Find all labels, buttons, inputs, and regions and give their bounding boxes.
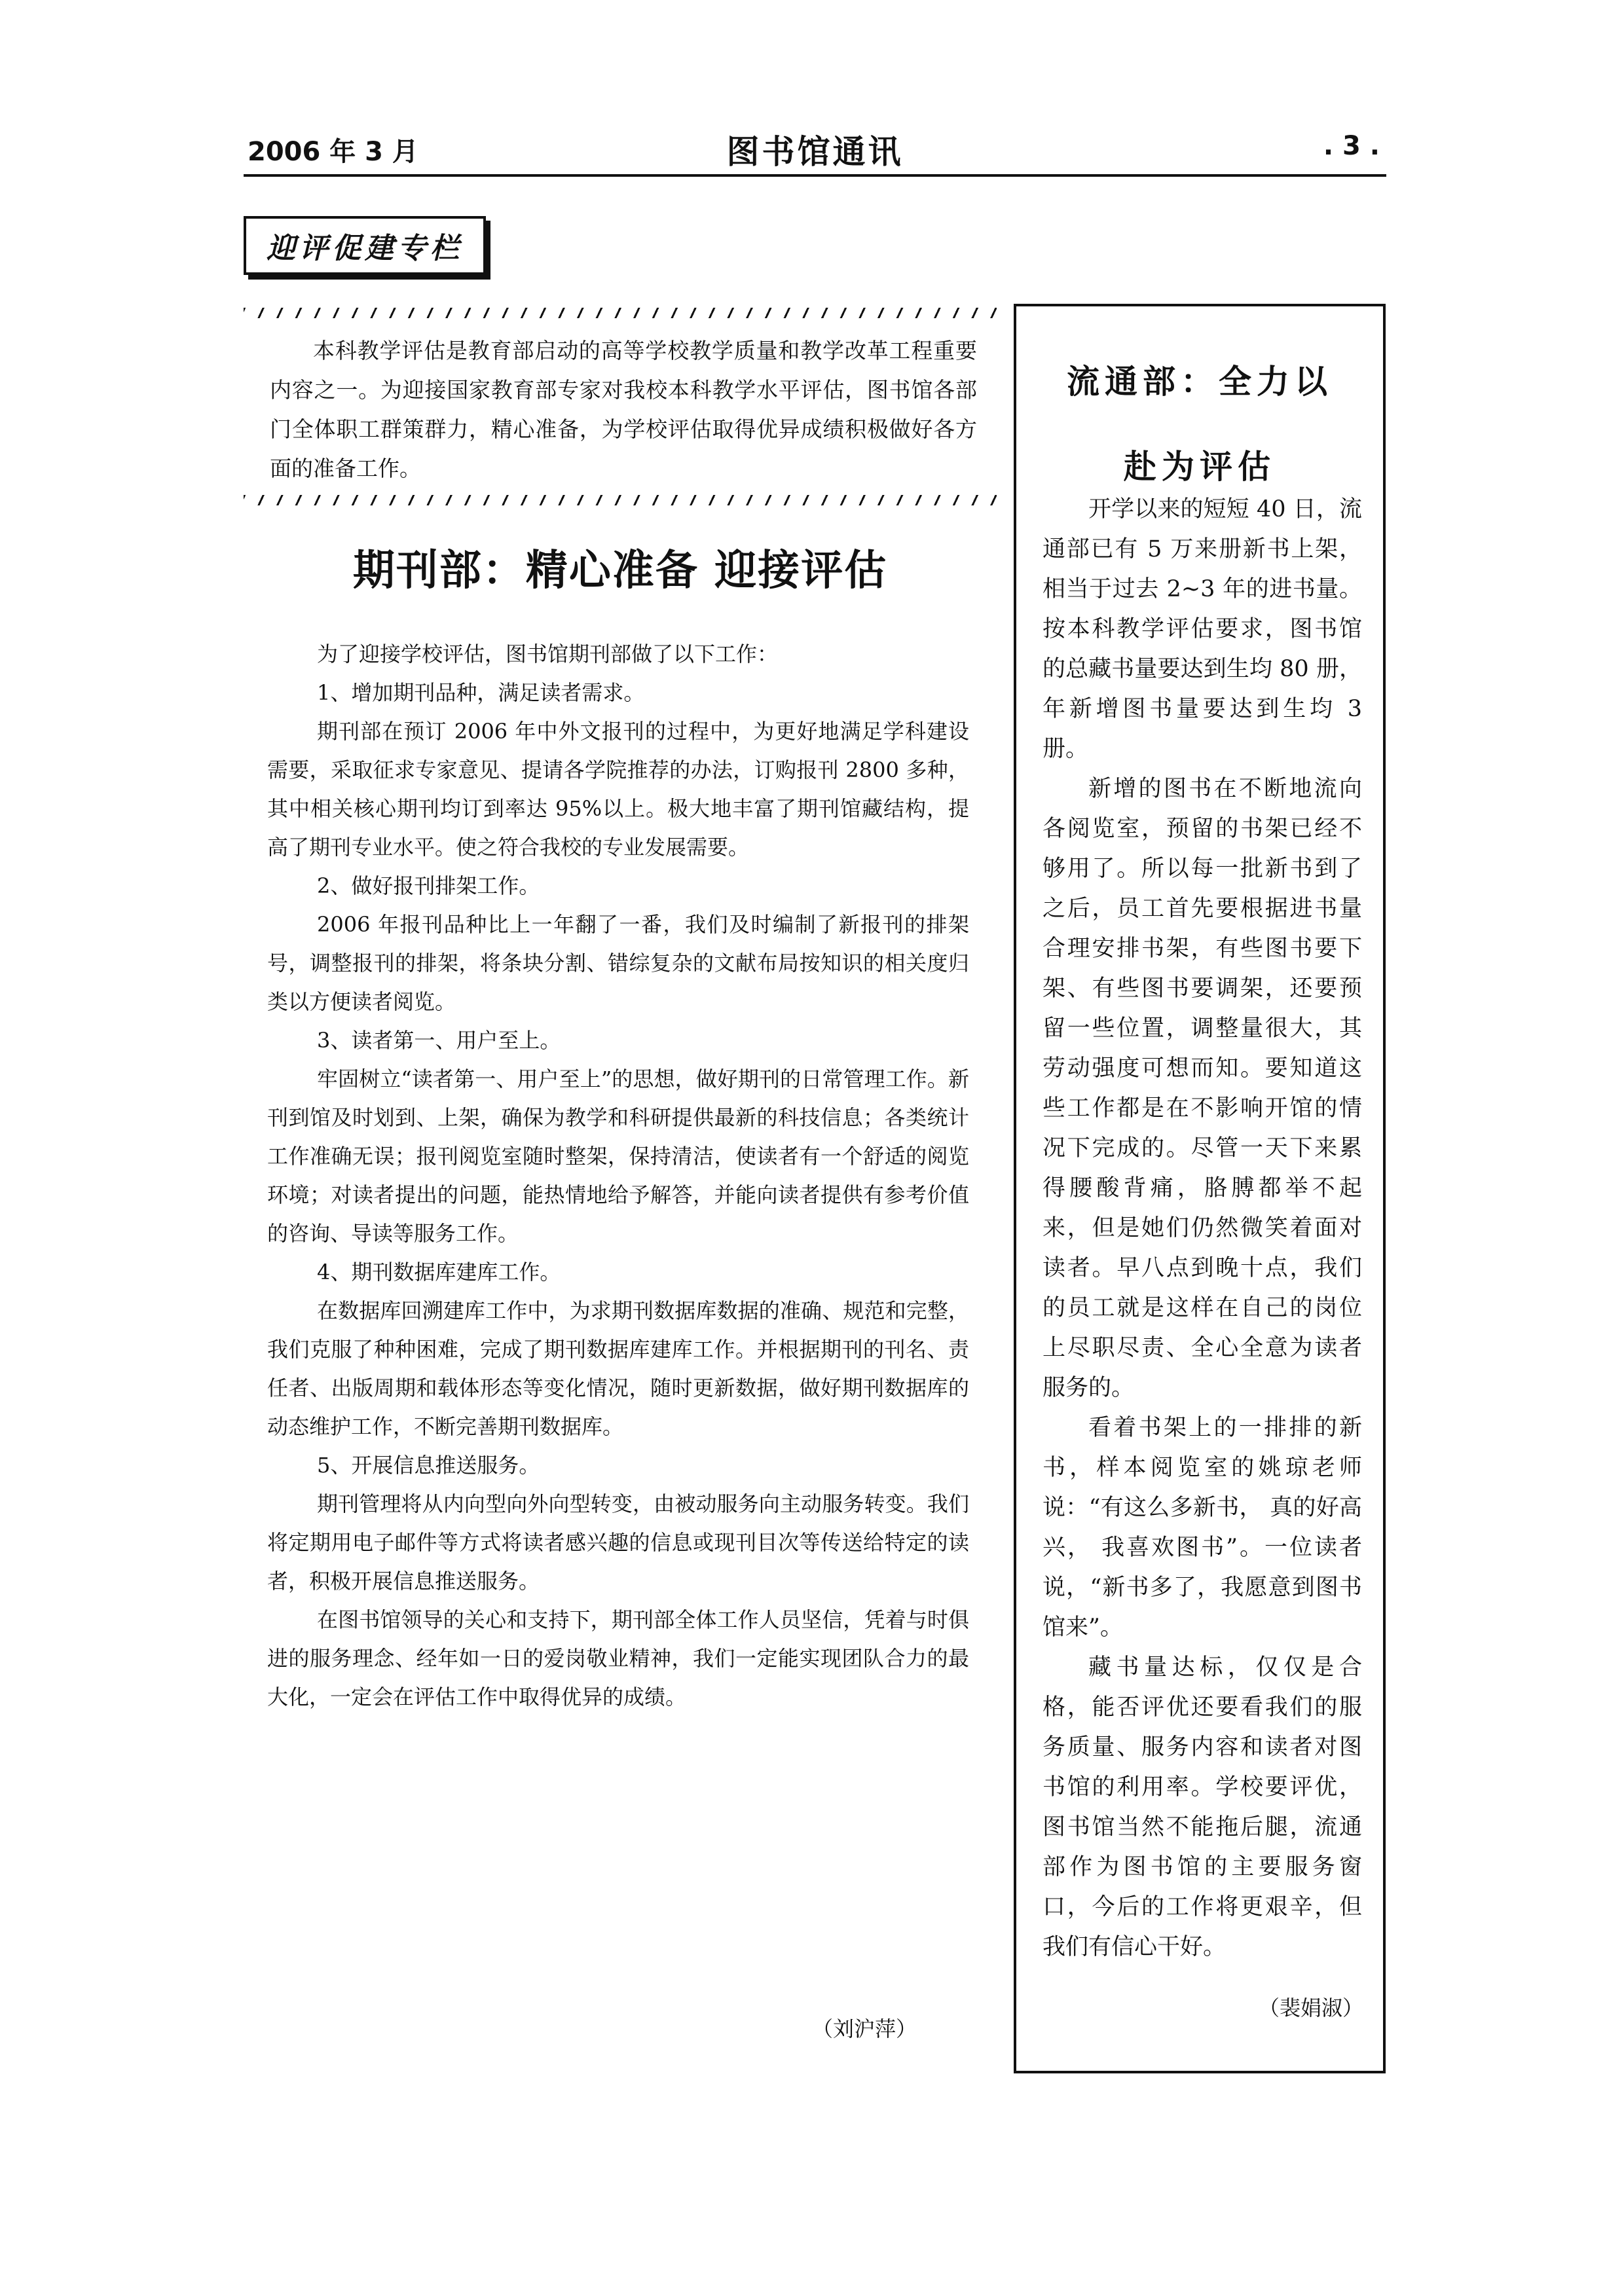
article-paragraph: 牢固树立“读者第一、用户至上”的思想，做好期刊的日常管理工作。新刊到馆及时划到、上架，确保为教学和科研提供最新的科技信息；各类统计工作准确无误；报刊阅览室随时整架，保持清洁，使读者有一个舒适的阅览环境；对读者提出的问题，能热情地给予解答，并能向读者提供有参考价值的咨询、导读等服务工作。 [267, 1066, 969, 1246]
issue-date: 2006 年 3 月 [248, 137, 418, 167]
sidebar-paragraph: 看着书架上的一排排的新书，样本阅览室的姚琼老师说：“有这么多新书， 真的好高兴， 我喜欢图书”。一位读者说，“新书多了，我愿意到图书馆来”。 [1043, 1415, 1362, 1641]
sidebar-title-line2: 赴为评估 [1124, 448, 1276, 486]
article-heading: 5、开展信息推送服务。 [317, 1453, 540, 1478]
dashed-border-top [244, 308, 997, 318]
sidebar-paragraph: 新增的图书在不断地流向各阅览室，预留的书架已经不够用了。所以每一批新书到了之后，员工首先要根据进书量合理安排书架，有些图书要下架、有些图书要调架，还要预留一些位置，调整量很大，其劳动强度可想而知。要知道这些工作都是在不影响开馆的情况下完成的。尽管一天下来累得腰酸背痛，胳膊都举不起来，但是她们仍然微笑着面对读者。早八点到晚十点，我们的员工就是这样在自己的岗位上尽职尽责、全心全意为读者服务的。 [1043, 776, 1362, 1401]
article-paragraph: 为了迎接学校评估，图书馆期刊部做了以下工作： [317, 642, 779, 666]
dashed-border-bottom [244, 495, 997, 505]
article-paragraph: 期刊管理将从内向型向外向型转变，由被动服务向主动服务转变。我们将定期用电子邮件等方式将读者感兴趣的信息或现刊目次等传送给特定的读者，积极开展信息推送服务。 [267, 1491, 969, 1594]
intro-text: 本科教学评估是教育部启动的高等学校教学质量和教学改革工程重要内容之一。为迎接国家教育部专家对我校本科教学水平评估，图书馆各部门全体职工群策群力，精心准备，为学校评估取得优异成绩积极做好各方面的准备工作。 [270, 338, 977, 481]
article-heading: 1、增加期刊品种，满足读者需求。 [317, 680, 645, 705]
article-heading: 4、期刊数据库建库工作。 [317, 1260, 561, 1285]
sidebar-paragraph: 藏书量达标，仅仅是合格，能否评优还要看我们的服务质量、服务内容和读者对图书馆的利用率。学校要评优，图书馆当然不能拖后腿，流通部作为图书馆的主要服务窗口，今后的工作将更艰辛，但我们有信心干好。 [1043, 1654, 1362, 1960]
intro-box [244, 308, 997, 504]
column-tag-label: 迎评促建专栏 [267, 232, 463, 265]
sidebar-body [1043, 490, 1362, 1967]
page-number: . 3 . [1323, 131, 1380, 161]
article-paragraph: 在数据库回溯建库工作中，为求期刊数据库数据的准确、规范和完整，我们克服了种种困难，完成了期刊数据库建库工作。并根据期刊的刊名、责任者、出版周期和载体形态等变化情况，随时更新数据，做好期刊数据库的动态维护工作，不断完善期刊数据库。 [267, 1298, 969, 1439]
article-paragraph: 2006 年报刊品种比上一年翻了一番，我们及时编制了新报刊的排架号，调整报刊的排架，将条块分割、错综复杂的文献布局按知识的相关度归类以方便读者阅览。 [267, 912, 969, 1014]
newsletter-title: 图书馆通讯 [726, 133, 904, 171]
article-paragraph: 在图书馆领导的关心和支持下，期刊部全体工作人员坚信，凭着与时俱进的服务理念、经年如一日的爱岗敬业精神，我们一定能实现团队合力的最大化，一定会在评估工作中取得优异的成绩。 [267, 1607, 969, 1709]
main-article-body [267, 635, 969, 1717]
sidebar-title-line1: 流通部：全力以 [1067, 363, 1333, 401]
column-tag [244, 216, 486, 275]
article-heading: 2、做好报刊排架工作。 [317, 873, 540, 898]
sidebar-author: （裴娟淑） [1259, 1995, 1364, 2020]
main-article-author: （刘沪萍） [812, 2016, 917, 2041]
page-header [244, 123, 1386, 177]
sidebar-paragraph: 开学以来的短短 40 日，流通部已有 5 万来册新书上架，相当于过去 2~3 年的进书量。按本科教学评估要求，图书馆的总藏书量要达到生均 80 册，年新增图书量要达到生均 3 册。 [1043, 496, 1362, 762]
article-heading: 3、读者第一、用户至上。 [317, 1028, 561, 1053]
sidebar-title [1016, 339, 1383, 509]
main-article-title: 期刊部：精心准备 迎接评估 [352, 547, 888, 595]
sidebar-article [1014, 304, 1386, 2073]
article-paragraph: 期刊部在预订 2006 年中外文报刊的过程中，为更好地满足学科建设需要，采取征求专家意见、提请各学院推荐的办法，订购报刊 2800 多种，其中相关核心期刊均订到率达 95%以上。极大地丰富了期刊馆藏结构，提高了期刊专业水平。使之符合我校的专业发展需要。 [267, 719, 969, 860]
